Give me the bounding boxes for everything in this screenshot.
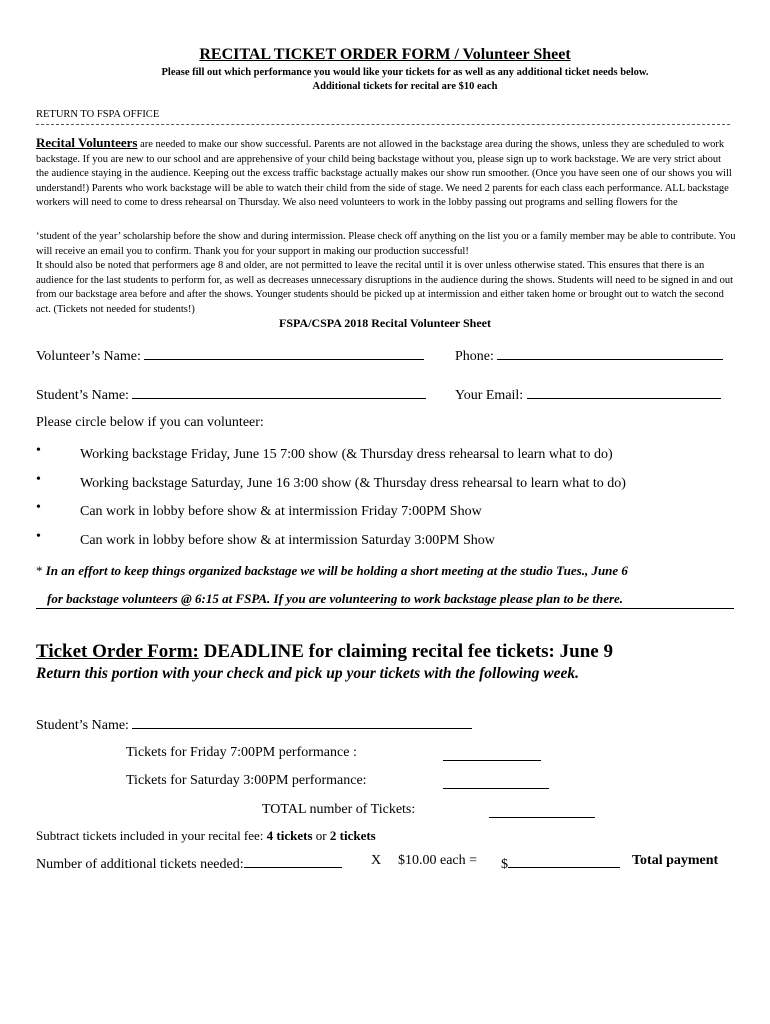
additional-tickets-field[interactable] (244, 853, 342, 868)
volunteers-paragraph-2 (36, 230, 736, 259)
friday-tickets-field-wrap (443, 746, 541, 766)
volunteer-student-name-row (36, 384, 426, 404)
ticket-order-subheading: Return this portion with your check and pick up your tickets with the following week. (36, 665, 579, 682)
ticket-order-heading-rest: DEADLINE for claiming recital fee tickets: June 9 (198, 641, 613, 662)
phone-label: Phone: (455, 349, 494, 364)
volunteer-option-3[interactable]: Can work in lobby before show & at intermission Friday 7:00PM Show (80, 504, 482, 519)
dollar-sign: $ (501, 857, 508, 872)
section-divider (36, 608, 734, 609)
volunteer-name-label: Volunteer’s Name: (36, 349, 141, 364)
saturday-tickets-field[interactable] (443, 774, 549, 789)
volunteer-option-2[interactable]: Working backstage Saturday, June 16 3:00 show (& Thursday dress rehearsal to learn what to do) (80, 476, 626, 491)
total-tickets-field[interactable] (489, 803, 595, 818)
bullet-1: • (36, 443, 41, 458)
additional-tickets-label: Number of additional tickets needed: (36, 857, 244, 872)
payment-amount-row (501, 853, 620, 873)
subtract-four-tickets: 4 tickets (266, 828, 313, 843)
student-name-label: Student’s Name: (36, 388, 129, 403)
subtract-tickets-line (36, 828, 376, 844)
total-tickets-label: TOTAL number of Tickets: (262, 802, 416, 817)
ticket-order-heading (36, 641, 613, 663)
volunteer-name-field[interactable] (144, 345, 424, 360)
return-to-office: RETURN TO FSPA OFFICE (36, 109, 160, 120)
volunteers-lead: Recital Volunteers (36, 135, 138, 150)
dashed-divider (36, 124, 730, 125)
volunteers-paragraph-3 (36, 259, 736, 317)
phone-row (455, 345, 723, 365)
total-payment-label: Total payment (632, 853, 719, 868)
note-line1-text: In an effort to keep things organized backstage we will be holding a short meeting at the studio Tues., June 6 (45, 563, 628, 578)
email-label: Your Email: (455, 388, 524, 403)
form-subtitle-line1: Please fill out which performance you would like your tickets for as well as any additional ticket needs below. (161, 67, 649, 78)
volunteer-sheet-title: FSPA/CSPA 2018 Recital Volunteer Sheet (279, 316, 491, 330)
subtract-two-tickets: 2 tickets (329, 828, 376, 843)
payment-amount-field[interactable] (508, 853, 620, 868)
note-asterisk: * (36, 563, 43, 578)
volunteer-name-row (36, 345, 424, 365)
ticket-student-name-field[interactable] (132, 714, 472, 729)
bullet-4: • (36, 529, 41, 544)
total-tickets-field-wrap (489, 803, 595, 823)
times-symbol: X (371, 853, 382, 868)
subtract-prefix: Subtract tickets included in your recital fee: (36, 828, 267, 843)
ticket-student-name-label: Student’s Name: (36, 718, 129, 733)
volunteers-text-2: ‘student of the year’ scholarship before the show and during intermission. Please check off anything on the list you or a family member may be able to contribute. You will receive an email you to confirm. Thank you for your support in making our production successful! (36, 231, 736, 257)
phone-field[interactable] (497, 345, 723, 360)
ticket-order-heading-underlined: Ticket Order Form: (36, 641, 199, 662)
backstage-note-line2: for backstage volunteers @ 6:15 at FSPA. If you are volunteering to work backstage please plan to be there. (47, 591, 624, 606)
volunteers-paragraph-1 (36, 136, 736, 211)
volunteer-option-1[interactable]: Working backstage Friday, June 15 7:00 show (& Thursday dress rehearsal to learn what to do) (80, 447, 613, 462)
bullet-2: • (36, 472, 41, 487)
email-row (455, 384, 721, 404)
volunteer-option-4[interactable]: Can work in lobby before show & at intermission Saturday 3:00PM Show (80, 533, 495, 548)
saturday-tickets-label: Tickets for Saturday 3:00PM performance: (126, 773, 367, 788)
form-title: RECITAL TICKET ORDER FORM / Volunteer Sheet (199, 46, 571, 63)
form-subtitle-line2: Additional tickets for recital are $10 each (312, 81, 498, 92)
friday-tickets-label: Tickets for Friday 7:00PM performance : (126, 745, 357, 760)
additional-tickets-row (36, 853, 342, 873)
bullet-3: • (36, 500, 41, 515)
backstage-note-line1 (36, 563, 628, 579)
subtract-or: or (312, 828, 330, 843)
friday-tickets-field[interactable] (443, 746, 541, 761)
circle-prompt: Please circle below if you can volunteer: (36, 415, 264, 430)
volunteers-text-3: It should also be noted that performers age 8 and older, are not permitted to leave the recital until it is over unless otherwise stated. This ensures that there is an audience for the last students to perform for, as well as decreases unnecessary disruptions in the audience during the shows. Students will need to be signed in and out from our backstage area before and after the shows. Younger students should be picked up at intermission and either taken home or brought out to watch the second act. (Tickets not needed for students!) (36, 260, 734, 315)
volunteers-text-1: are needed to make our show successful. Parents are not allowed in the backstage area during the shows, unless they are scheduled to work backstage. If you are new to our school and are apprehensive of your child being backstage without you, please sign up to work backstage. We are very strict about the audience staying in the audience. Keeping out the excess traffic backstage actually makes our show run smoother. (Once you have seen one of our shows you will understand!) Parents who work backstage will be able to watch their child from the side of stage. We need 2 parents for each class each performance. ALL backstage workers will need to come to dress rehearsal on Thursday. We also need volunteers to work in the lobby passing out programs and selling flowers for the (36, 139, 732, 208)
saturday-tickets-field-wrap (443, 774, 549, 794)
price-each: $10.00 each = (398, 853, 478, 868)
student-name-field[interactable] (132, 384, 426, 399)
ticket-student-name-row (36, 714, 472, 734)
email-field[interactable] (527, 384, 721, 399)
